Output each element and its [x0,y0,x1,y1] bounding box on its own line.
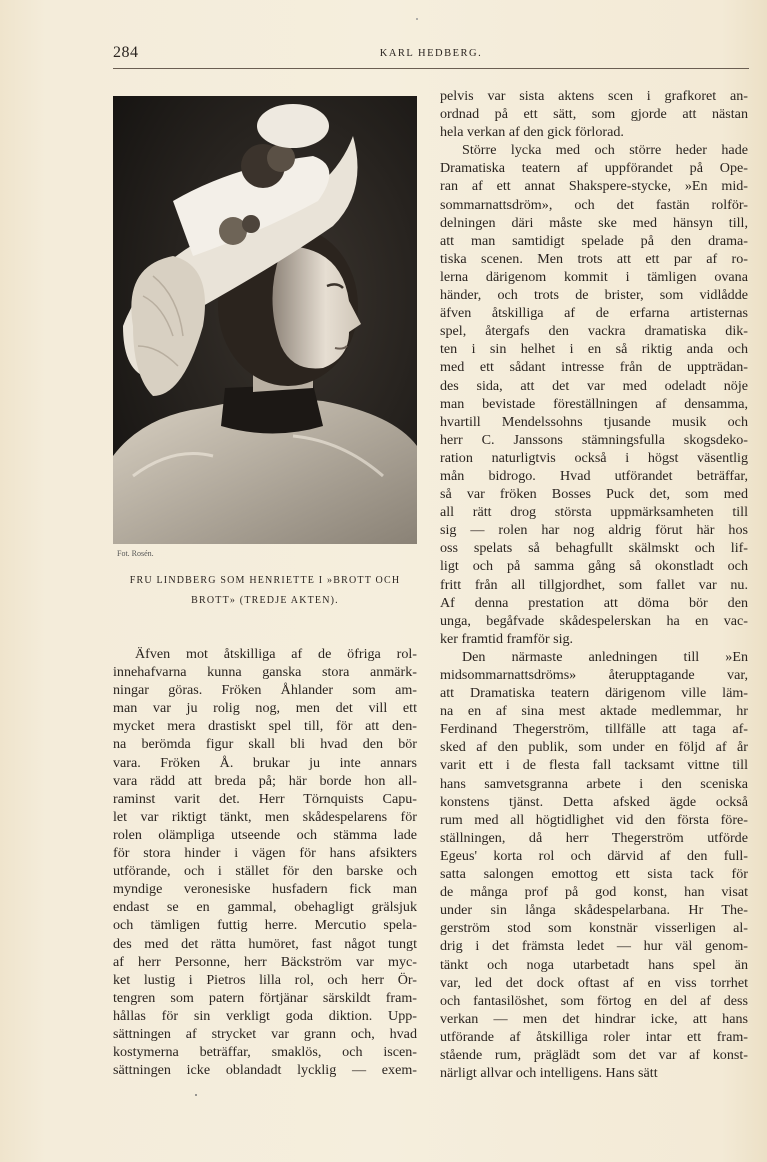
text-line: rolen olämpliga utseende och stämma lade [113,826,417,843]
text-line: under sin långa skådespelarbana. Hr The- [440,902,748,919]
text-line: let var riktigt tänkt, men skådespelarens för [113,808,417,825]
text-line: sked af den publik, som under en följd af år [440,739,748,756]
text-line: Egeus' korta rol och därvid af den full- [440,847,748,864]
text-line: mycket mera drastiskt spel till, för att den- [113,718,417,735]
text-line: kostymerna beträffar, smaklös, och iscen- [113,1044,417,1061]
text-line: Större lycka med och större heder hade [462,142,748,159]
photo-credit: Fot. Rosén. [117,549,154,558]
text-line: gerström stod som konstnär visserligen al- [440,920,748,937]
text-line: innehafvarna kunna ganska stora anmärk- [113,664,417,681]
text-line: att Dramatiska teatern därigenom ville läm- [440,685,748,702]
figure-caption [113,571,417,611]
text-line: endast se en gammal, obehagligt grälsjuk [113,899,417,916]
text-line: man var ju rolig nog, men det vill ett [113,700,417,717]
text-line: Dramatiska teatern af uppförandet på Ope- [440,160,748,177]
running-header [113,44,749,69]
text-line: hvartill Mendelssohns tjusande musik och [440,413,748,430]
text-line: tänkt och noga utarbetadt hans spel än [440,956,748,973]
caption-line: FRU LINDBERG SOM HENRIETTE I »BROTT OCH [129,575,401,586]
text-line: myndige veronesiske husfadern fick man [113,881,417,898]
text-line: med ett sådant intresse från de uppträdan- [440,359,748,376]
portrait-illustration [113,96,417,544]
text-line: Af denna prestation att döma bör den [440,594,748,611]
text-line: för stora hinder i vägen för hans afsikters [113,845,417,862]
text-line: lerna därigenom kommit i tämligen ovana [440,268,748,285]
text-line: ställningen, då herr Thegerström utförde [440,829,748,846]
text-line: delningen däri måste ske med hänsyn till, [440,214,748,231]
text-line: hela verkan af den gick förlorad. [440,124,624,141]
text-line: ligt och på samma gång så okonstladt och [440,558,748,575]
left-text-column [113,645,417,1079]
speck [416,18,418,20]
text-line: tengren som patern förtjänar särskildt fram- [113,989,417,1006]
text-line: hans samvetsgranna arbete i den sceniska [440,775,748,792]
text-line: herr C. Janssons stämningsfulla skogsdeko- [440,431,748,448]
text-line: vara. Fröken Å. brukar ju inte annars [113,754,417,771]
text-line: så var fröken Bosses Puck det, som med [440,486,748,503]
text-line: af herr Personne, herr Bäckström var myc- [113,953,417,970]
page-number: 284 [113,44,139,61]
text-line: fritt från all tillgjordhet, som fallet var nu. [440,576,748,593]
text-line: na en af sina mest aktade medlemmar, hr [440,703,748,720]
text-line: man bevistade föreställningen af densamma, [440,395,748,412]
right-text-column [440,87,748,1082]
text-line: ten i sin helhet i en så riktig anda och [440,341,748,358]
text-line: raminst varit det. Herr Törnquists Capu- [113,790,417,807]
text-line: oss spelats så behagfullt skälmskt och lif- [440,540,748,557]
text-line: utförande af åtskilliga roler intar ett fram- [440,1028,748,1045]
text-line: ordnad på ett sätt, som gjorde att nästan [440,106,748,123]
text-line: ket lustig i Pietros lilla rol, och herr Ör- [113,971,417,988]
text-line: utförande, och i stället för den barske och [113,863,417,880]
text-line: varit ett i de flesta fall tacksamt vittne till [440,757,748,774]
portrait-photograph [113,96,417,544]
text-line: vara rädd att breda på; här borde hon all- [113,772,417,789]
text-line: att man samtidigt spelade på den drama- [440,232,748,249]
text-line: ran af ett annat Shakspere-stycke, »En mid- [440,178,748,195]
text-line: Ferdinand Thegerström, tillfälle att taga af- [440,721,748,738]
text-line: sig — rolen har nog aldrig förut här hos [440,522,748,539]
running-title: KARL HEDBERG. [379,48,483,59]
text-line: ker framtid framför sig. [440,630,574,647]
text-line: satta salongen emottog ett sista tack för [440,866,748,883]
text-line: äfven åtskilliga af de erfarna artisternas [440,305,748,322]
text-line: drig i det främsta ledet — hur väl genom- [440,938,748,955]
text-line: var, led det dock oftast af en viss torrhet [440,974,748,991]
text-line: rum med all högtidlighet vid den första före- [440,811,748,828]
text-line: spel, återgafs den vackra dramatiska dik- [440,323,748,340]
text-line: unga, begåfvade skådespelerskan ha en vac- [440,612,748,629]
text-line: pelvis var sista aktens scen i grafkoret an- [440,88,748,104]
text-line: konstens tjänst. Detta afsked ägde också [440,793,748,810]
speck [195,1094,197,1096]
text-line: Äfven mot åtskilliga af de öfriga rol- [135,646,417,662]
text-line: och fantasilöshet, som förtog en del af dess [440,992,748,1009]
caption-line: BROTT» (TREDJE AKTEN). [191,595,339,606]
text-line: Den närmaste anledningen till »En [462,648,748,665]
text-line: och tämligen futtig herre. Mercutio spela- [113,917,417,934]
text-line: tiska scenen. Men trots att ett par af ro- [440,250,748,267]
text-line: ration naturligtvis också i högst väsentlig [440,449,748,466]
text-line: stående rum, präglädt som det var af konst- [440,1046,748,1063]
text-line: midsommarnattsdröms» återupptagande var, [440,667,748,683]
text-line: mån bidrogo. Hvad utförandet beträffar, [440,467,748,484]
text-line: närligt allvar och intelligens. Hans sätt [440,1065,658,1082]
text-line: ningar göras. Fröken Åhlander som am- [113,682,417,699]
text-line: verkan — men det hindrar icke, att hans [440,1010,748,1027]
text-line: händer, och trots de brister, som vidlådde [440,287,748,304]
text-line: all rätt drog största uppmärksamheten till [440,504,748,521]
text-line: hållas för sin verkligt goda diktion. Upp- [113,1007,417,1024]
text-line: na berömda figur skall bli hvad den bör [113,736,417,753]
text-line: sommarnattsdröm», och det fastän rolför- [440,196,748,213]
text-line: des sida, att det var med odeladt nöje [440,377,748,394]
text-line: sättningen af strycket var grann och, hvad [113,1025,417,1042]
text-line: des med det rätta humöret, fast något tungt [113,935,417,952]
text-line: de många prof på god konst, han visat [440,884,748,901]
text-line: sättningen icke oblandadt lycklig — exem- [113,1062,417,1079]
